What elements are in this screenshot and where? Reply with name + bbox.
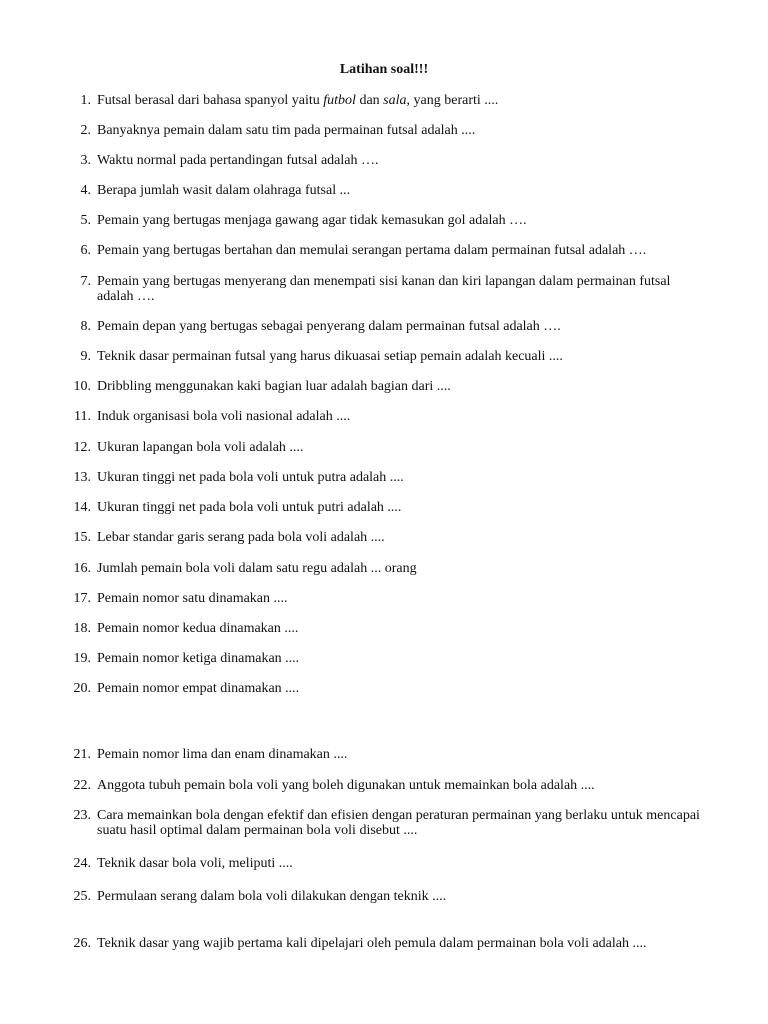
question-text: Teknik dasar yang wajib pertama kali dipelajari oleh pemula dalam permainan bola voli adalah .... [97,936,647,951]
question-number: 23. [73,808,91,823]
question-number: 8. [80,319,91,334]
question-text: Pemain yang bertugas menjaga gawang agar tidak kemasukan gol adalah …. [97,213,527,228]
question-text: Induk organisasi bola voli nasional adalah .... [97,409,351,424]
question-text: Cara memainkan bola dengan efektif dan efisien dengan peraturan permainan yang berlaku untuk mencapai suatu hasil optimal dalam permainan bola voli disebut .... [97,808,700,838]
question-text: Pemain nomor lima dan enam dinamakan .... [97,747,348,762]
question-number: 18. [73,621,91,636]
question-text: Pemain nomor kedua dinamakan .... [97,621,299,636]
question-text: Pemain nomor ketiga dinamakan .... [97,651,300,666]
question-text: Pemain depan yang bertugas sebagai penyerang dalam permainan futsal adalah …. [97,319,561,334]
question-number: 12. [73,440,91,455]
question-number: 10. [73,379,91,394]
question-text: Ukuran tinggi net pada bola voli untuk putra adalah .... [97,470,404,485]
question-text: Berapa jumlah wasit dalam olahraga futsal ... [97,183,351,198]
question-number: 13. [73,470,91,485]
question-text: Lebar standar garis serang pada bola voli adalah .... [97,530,385,545]
question-number: 24. [73,856,91,871]
question-text: Pemain yang bertugas bertahan dan memulai serangan pertama dalam permainan futsal adalah …. [97,243,647,258]
question-number: 21. [73,747,91,762]
question-text: Pemain nomor satu dinamakan .... [97,591,288,606]
question-number: 1. [80,93,91,108]
question-number: 20. [73,681,91,696]
question-number: 4. [80,183,91,198]
question-number: 6. [80,243,91,258]
question-number: 26. [73,936,91,951]
question-text: Waktu normal pada pertandingan futsal adalah …. [97,153,379,168]
question-text: Teknik dasar bola voli, meliputi .... [97,856,293,871]
question-number: 15. [73,530,91,545]
question-text: Pemain nomor empat dinamakan .... [97,681,300,696]
question-number: 3. [80,153,91,168]
question-text: Dribbling menggunakan kaki bagian luar adalah bagian dari .... [97,379,451,394]
question-text: Permulaan serang dalam bola voli dilakukan dengan teknik .... [97,889,447,904]
page-title: Latihan soal!!! [339,62,429,77]
question-text: Futsal berasal dari bahasa spanyol yaitu futbol dan sala, yang berarti .... [97,93,499,108]
question-number: 14. [73,500,91,515]
question-number: 19. [73,651,91,666]
question-text: Teknik dasar permainan futsal yang harus dikuasai setiap pemain adalah kecuali .... [97,349,563,364]
italic-term: sala [383,93,407,108]
question-number: 9. [80,349,91,364]
question-text: Ukuran lapangan bola voli adalah .... [97,440,304,455]
question-number: 25. [73,889,91,904]
question-text: Ukuran tinggi net pada bola voli untuk putri adalah .... [97,500,402,515]
question-number: 22. [73,778,91,793]
question-text: Banyaknya pemain dalam satu tim pada permainan futsal adalah .... [97,123,476,138]
question-number: 5. [80,213,91,228]
italic-term: futbol [323,93,356,108]
question-number: 11. [74,409,91,424]
question-text: Anggota tubuh pemain bola voli yang boleh digunakan untuk memainkan bola adalah .... [97,778,595,793]
question-number: 2. [80,123,91,138]
question-number: 16. [73,561,91,576]
question-text: Jumlah pemain bola voli dalam satu regu adalah ... orang [97,561,417,576]
question-number: 17. [73,591,91,606]
question-text: Pemain yang bertugas menyerang dan menempati sisi kanan dan kiri lapangan dalam permainan futsal adalah …. [97,274,671,304]
question-number: 7. [80,274,91,289]
